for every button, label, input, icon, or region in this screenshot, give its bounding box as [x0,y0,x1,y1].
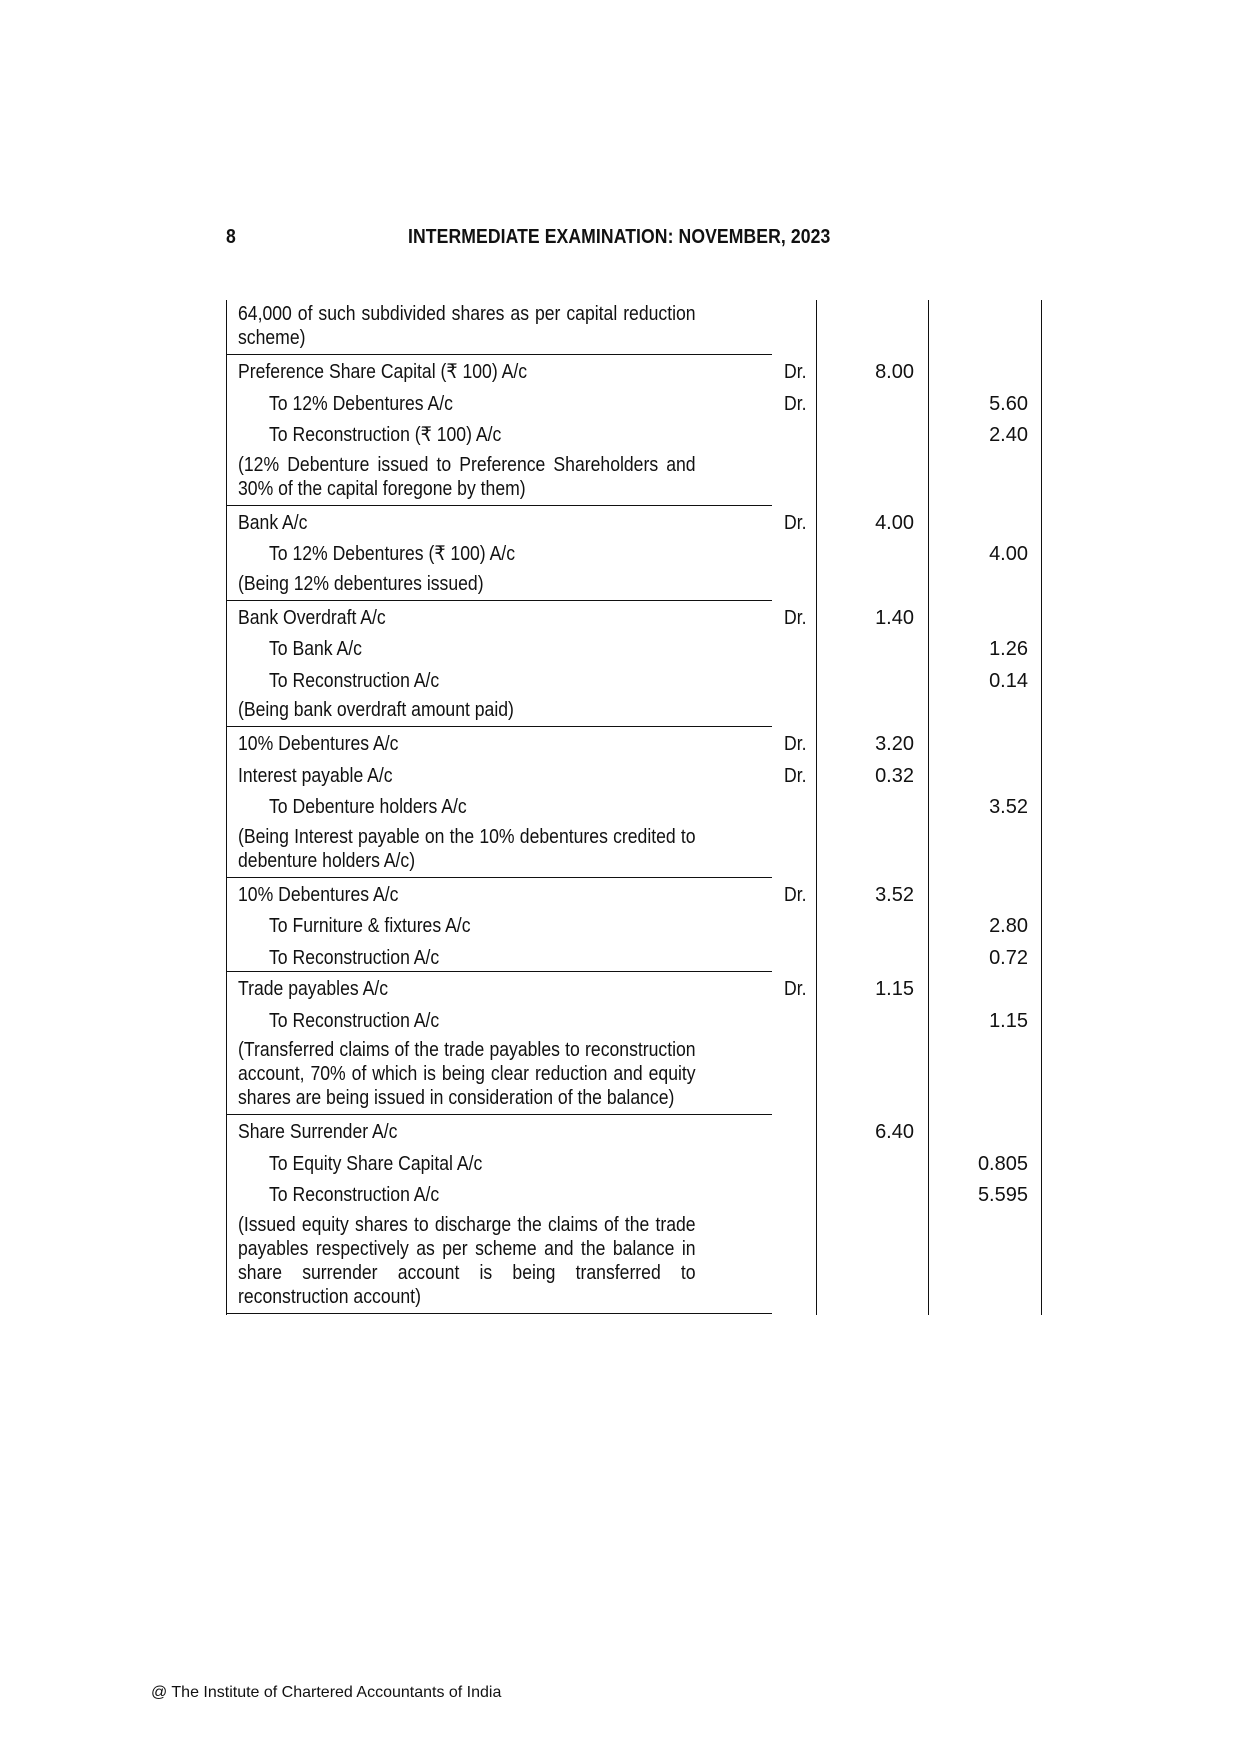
credit-account: To Reconstruction A/c [269,1184,440,1206]
debit-account: 10% Debentures A/c [238,883,399,906]
debit-account: Bank Overdraft A/c [238,606,386,629]
credit-account: To Reconstruction (₹ 100) A/c [269,424,502,446]
credit-account: To Furniture & fixtures A/c [269,915,471,937]
entry-separator [226,877,772,878]
debit-amount: 4.00 [875,511,914,534]
debit-amount: 8.00 [875,361,914,383]
dr-marker: Dr. [784,764,807,787]
entry-separator [226,726,772,727]
table-left-border [226,300,227,1315]
entry-separator [226,971,772,972]
table-divider-debit [928,300,929,1315]
credit-account: To 12% Debentures (₹ 100) A/c [269,543,516,565]
dr-marker: Dr. [784,392,807,415]
credit-account: To Reconstruction A/c [269,1009,440,1032]
narration-text: (Transferred claims of the trade payables to reconstruction account, 70% of which is being clear reduction and equity shares are being issued in consideration of the balance) [238,1039,696,1109]
credit-amount: 3.52 [989,796,1028,818]
credit-account: To Bank A/c [269,638,362,660]
debit-amount: 3.52 [875,883,914,906]
debit-amount: 6.40 [875,1121,914,1143]
debit-amount: 1.15 [875,978,914,1000]
entry-separator [226,1313,772,1314]
credit-amount: 4.00 [989,543,1028,565]
table-right-border [1041,300,1042,1315]
credit-amount: 5.60 [989,392,1028,415]
credit-amount: 2.80 [989,915,1028,937]
debit-amount: 3.20 [875,733,914,755]
dr-marker: Dr. [784,511,807,534]
narration-text: (12% Debenture issued to Preference Shareholders and 30% of the capital foregone by them) [238,453,696,500]
narration-text: (Being Interest payable on the 10% debentures credited to debenture holders A/c) [238,825,696,872]
credit-amount: 1.15 [989,1009,1028,1032]
narration-text: (Being bank overdraft amount paid) [238,699,514,721]
table-divider-dr [816,300,817,1315]
narration-text: (Being 12% debentures issued) [238,572,484,595]
credit-account: To Reconstruction A/c [269,946,440,969]
page-number: 8 [226,226,236,248]
debit-account: Trade payables A/c [238,978,389,1000]
dr-marker: Dr. [784,733,807,755]
narration-text: (Issued equity shares to discharge the claims of the trade payables respectively as per scheme and the balance in share surrender account is being transferred to reconstruction account) [238,1213,696,1308]
debit-amount: 0.32 [875,764,914,787]
debit-account: Share Surrender A/c [238,1121,398,1143]
entry-separator [226,1114,772,1115]
debit-account: Preference Share Capital (₹ 100) A/c [238,361,528,383]
entry-separator [226,354,772,355]
narration-text: 64,000 of such subdivided shares as per capital reduction scheme) [238,303,696,349]
dr-marker: Dr. [784,606,807,629]
credit-amount: 2.40 [989,424,1028,446]
credit-account: To Equity Share Capital A/c [269,1152,483,1175]
credit-amount: 1.26 [989,638,1028,660]
credit-amount: 0.14 [989,669,1028,692]
dr-marker: Dr. [784,883,807,906]
credit-amount: 5.595 [977,1184,1028,1206]
credit-account: To 12% Debentures A/c [269,392,453,415]
credit-amount: 0.805 [977,1152,1028,1175]
credit-account: To Reconstruction A/c [269,669,440,692]
credit-amount: 0.72 [989,946,1028,969]
credit-account: To Debenture holders A/c [269,796,467,818]
entry-separator [226,505,772,506]
dr-marker: Dr. [784,361,807,383]
dr-marker: Dr. [784,978,807,1000]
debit-account: Interest payable A/c [238,764,393,787]
entry-separator [226,600,772,601]
journal-entries-table [226,300,1048,1315]
footer-copyright: @ The Institute of Chartered Accountants of India [151,1684,502,1701]
debit-account: 10% Debentures A/c [238,733,399,755]
page-header-title: INTERMEDIATE EXAMINATION: NOVEMBER, 2023 [408,226,831,248]
debit-amount: 1.40 [875,606,914,629]
debit-account: Bank A/c [238,511,308,534]
